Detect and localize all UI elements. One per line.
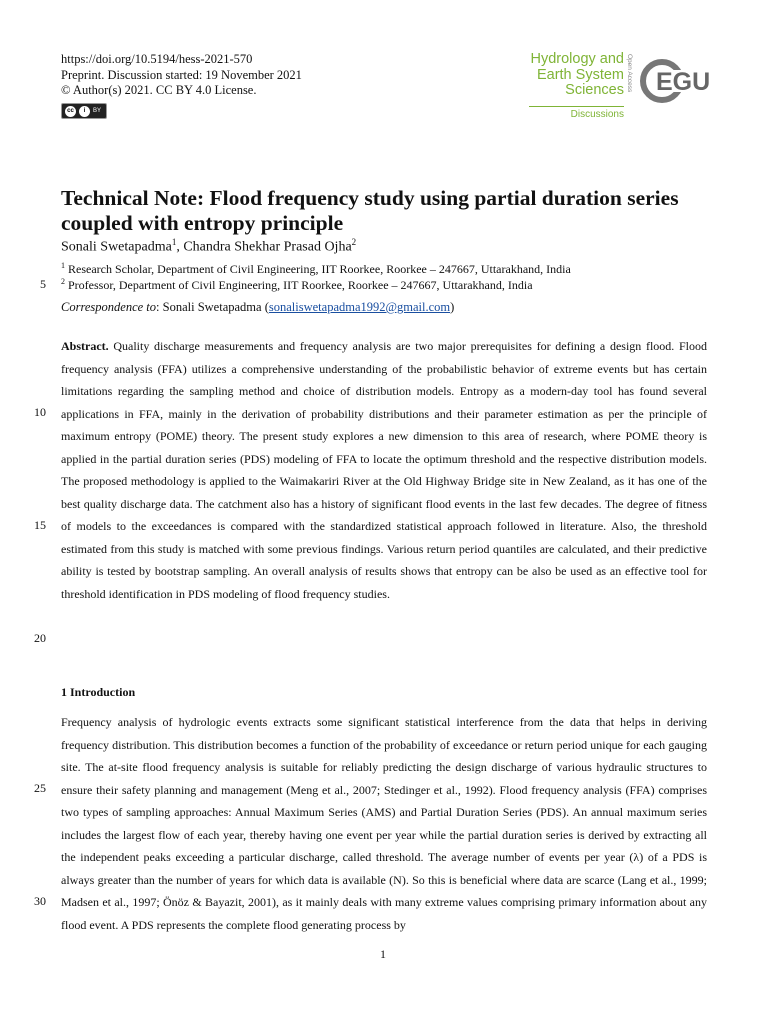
author-2-sup: 2 [351, 237, 357, 247]
author-list [61, 237, 356, 256]
author-2: Chandra Shekhar Prasad Ojha [183, 239, 352, 255]
open-access-label: Open Access [626, 54, 633, 93]
journal-name [531, 52, 625, 99]
abstract-label: Abstract. [61, 339, 109, 353]
cc-by-label: BY [93, 108, 102, 114]
correspondence: Correspondence to: Sonali Swetapadma (sonaliswetapadma1992@gmail.com) [61, 300, 455, 314]
paper-title: Technical Note: Flood frequency study using partial duration series coupled with entropy principle [61, 186, 679, 235]
section-heading-introduction: 1 Introduction [61, 685, 136, 699]
license-line: © Author(s) 2021. CC BY 4.0 License. [61, 83, 257, 97]
by-person-icon: i [79, 106, 90, 117]
affiliation-1 [61, 261, 571, 277]
journal-line-1: Hydrology and [530, 51, 624, 67]
affiliation-2 [61, 277, 533, 293]
line-number-5: 5 [40, 277, 46, 291]
line-number-30: 30 [34, 894, 46, 908]
line-number-10: 10 [34, 405, 46, 419]
doi-link[interactable]: https://doi.org/10.5194/hess-2021-570 [61, 52, 253, 66]
abstract [61, 335, 707, 605]
preprint-date: Preprint. Discussion started: 19 November 2021 [61, 68, 302, 82]
journal-line-2: Earth System [536, 66, 624, 83]
discussions-label: Discussions [529, 106, 624, 120]
page-number: 1 [380, 947, 386, 961]
correspondence-email-link[interactable]: sonaliswetapadma1992@gmail.com [268, 300, 451, 314]
cc-by-badge[interactable] [61, 103, 107, 119]
introduction-text: Frequency analysis of hydrologic events extracts some significant statistical interference from the data that helps in deriving frequency distribution. This distribution becomes a function of the probability of exceedance or return period unique for each gauging site. The at-site flood frequency analysis is suitable for reliably predicting the design discharge of various hydraulic structures to ensure their safety planning and management (Meng et al., 2007; Stedinger et al., 1992). Flood frequency analysis (FFA) comprises two types of sampling approaches: Annual Maximum Series (AMS) and Partial Duration Series (PDS). An annual maximum series includes the largest flow of each year, thereby having one event per year while the partial duration series is derived by extracting all the independent peaks exceeding a particular discharge, called threshold. The average number of events per year (λ) of a PDS is always greater than the number of years for which data is available (N). So this is beneficial where data are scarce (Lang et al., 1999; Madsen et al., 1997; Önöz & Bayazit, 2001), as it mainly deals with many extreme values comprising primary information about any flood event. A PDS represents the complete flood generating process by [61, 715, 707, 932]
journal-line-3: Sciences [565, 82, 624, 98]
affiliation-2-sup: 2 [61, 277, 65, 286]
affiliation-1-text: Research Scholar, Department of Civil Engineering, IIT Roorkee, Roorkee – 247667, Uttarakhand, India [68, 262, 571, 276]
line-number-20: 20 [34, 631, 46, 645]
affiliation-1-sup: 1 [61, 261, 65, 270]
affiliation-2-text: Professor, Department of Civil Engineering, IIT Roorkee, Roorkee – 247667, Uttarakhand, India [68, 278, 533, 292]
author-1-sup: 1 [171, 237, 177, 247]
correspondence-name: Sonali Swetapadma [162, 300, 262, 314]
line-number-15: 15 [34, 518, 46, 532]
line-number-25: 25 [34, 781, 46, 795]
correspondence-label: Correspondence to [61, 300, 157, 314]
egu-logo-icon [638, 56, 714, 106]
egu-logo-text: EGU [656, 68, 711, 96]
author-1: Sonali Swetapadma [61, 239, 172, 255]
author-sep: , [176, 239, 184, 255]
abstract-text: Quality discharge measurements and frequency analysis are two major prerequisites for defining a design flood. Flood frequency analysis (FFA) utilizes a comprehensive understanding of the probabilistic behavior of extreme events but has certain limitations regarding the sampling method and choice of distribution models. Entropy as a modern-day tool has found several applications in FFA, mainly in the derivation of probability distributions and their parameter estimation as per the principle of maximum entropy (POME) theory. The present study explores a new dimension to this area of research, where POME theory is applied in the partial duration series (PDS) modeling of FFA to locate the optimum threshold and the respective distribution models. The proposed methodology is applied to the Waimakariri River at the Old Highway Bridge site in New Zealand, as it has one of the best quality discharge data. The catchment also has a history of significant flood events in the last few decades. The degree of fitness of models to the exceedances is compared with the standardized statistical approach followed in literature. Also, the threshold estimated from this study is matched with some previous findings. Various return period quantiles are calculated, and their predictive ability is tested by bootstrap sampling. An overall analysis of results shows that entropy can be also be used as an effective tool for threshold identification in PDS modeling of flood frequency studies. [61, 339, 707, 601]
cc-icon: cc [65, 106, 76, 117]
